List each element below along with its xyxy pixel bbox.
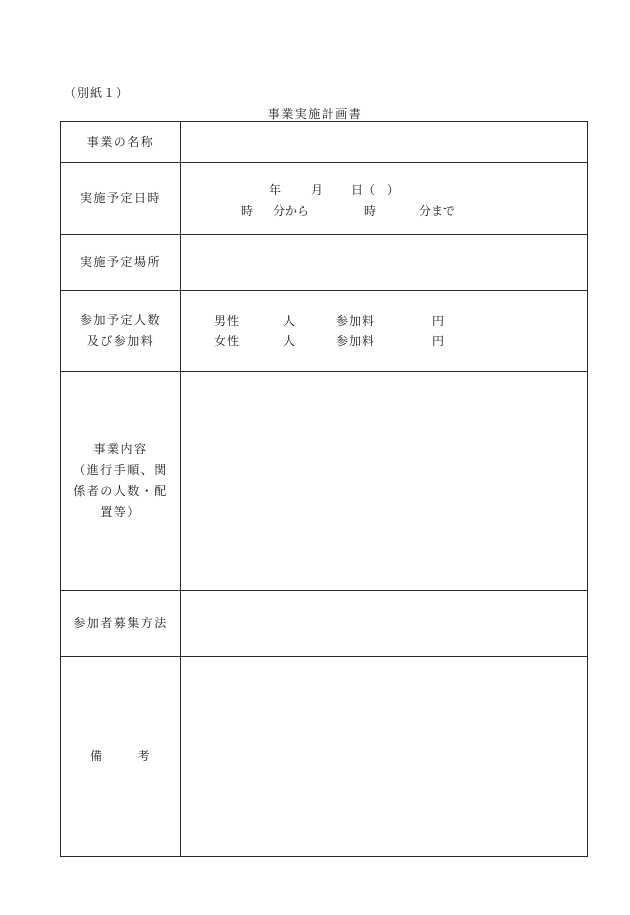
remarks-label-part2: 考 xyxy=(137,749,152,763)
event-name-label: 事業の名称 xyxy=(61,122,181,163)
recruitment-field[interactable] xyxy=(181,591,588,657)
content-label-line1: 事業内容 xyxy=(93,442,148,456)
plan-form-table xyxy=(60,121,588,857)
document-title: 事業実施計画書 xyxy=(267,107,363,121)
annex-label: （別紙１） xyxy=(64,86,130,100)
participants-label-line2: 及び参加料 xyxy=(86,334,155,348)
female-person-unit: 人 xyxy=(283,334,297,348)
end-hour-unit: 時 xyxy=(364,204,377,218)
place-field[interactable] xyxy=(181,235,588,291)
participants-row xyxy=(61,291,588,372)
male-person-unit: 人 xyxy=(283,314,297,328)
remarks-label-part1: 備 xyxy=(89,749,104,763)
male-label: 男性 xyxy=(214,314,241,328)
end-minute-unit: 分まで xyxy=(419,204,456,218)
schedule-label: 実施予定日時 xyxy=(61,163,181,235)
participants-label xyxy=(61,291,181,372)
male-fee-label: 参加料 xyxy=(336,314,376,328)
content-label-line2: （進行手順、関 xyxy=(73,463,168,477)
event-name-row xyxy=(61,122,588,163)
remarks-field[interactable] xyxy=(181,657,588,857)
participants-field[interactable] xyxy=(181,291,588,372)
content-label-line4: 置等） xyxy=(100,505,141,519)
remarks-label xyxy=(61,657,181,857)
place-row xyxy=(61,235,588,291)
schedule-row xyxy=(61,163,588,235)
recruitment-label: 参加者募集方法 xyxy=(61,591,181,657)
start-minute-unit: 分から xyxy=(273,204,310,218)
schedule-field[interactable] xyxy=(181,163,588,235)
content-field[interactable] xyxy=(181,372,588,591)
event-name-field[interactable] xyxy=(181,122,588,163)
male-yen-unit: 円 xyxy=(432,314,446,328)
content-label xyxy=(61,372,181,591)
day-unit: 日（ ） xyxy=(351,183,400,197)
year-unit: 年 xyxy=(269,183,282,197)
place-label: 実施予定場所 xyxy=(61,235,181,291)
female-fee-label: 参加料 xyxy=(336,334,376,348)
month-unit: 月 xyxy=(311,183,324,197)
content-label-line3: 係者の人数・配 xyxy=(73,484,168,498)
start-hour-unit: 時 xyxy=(241,204,254,218)
recruitment-row xyxy=(61,591,588,657)
content-row xyxy=(61,372,588,591)
remarks-row xyxy=(61,657,588,857)
female-yen-unit: 円 xyxy=(432,334,446,348)
female-label: 女性 xyxy=(214,334,241,348)
participants-label-line1: 参加予定人数 xyxy=(79,313,161,327)
